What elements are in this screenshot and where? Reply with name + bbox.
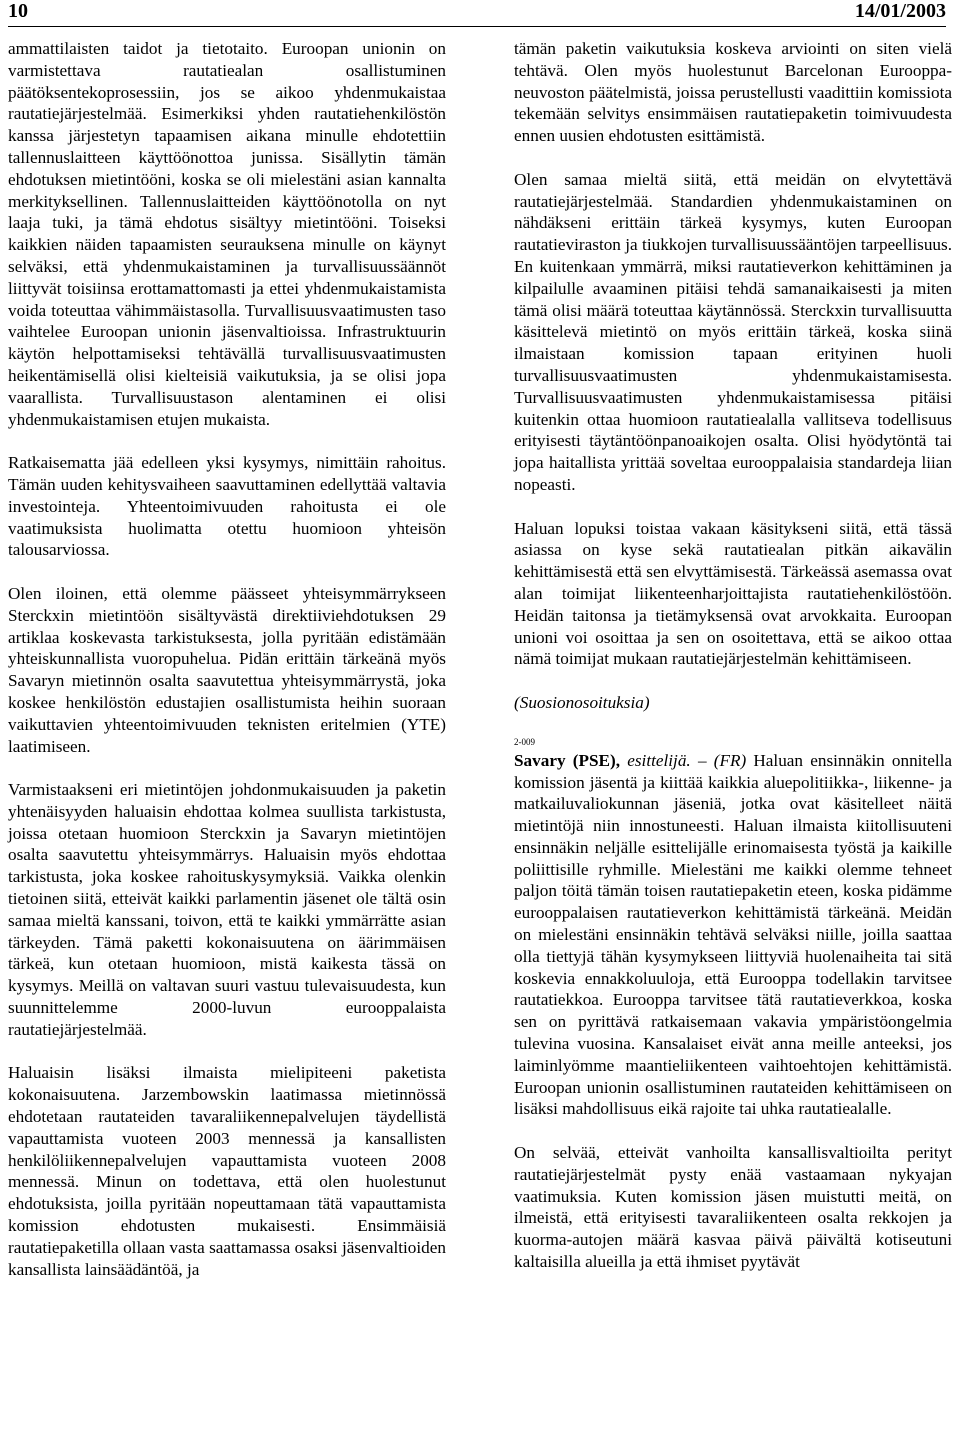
speaker-name: Savary (PSE),	[514, 750, 621, 770]
paragraph: Olen iloinen, että olemme päässeet yhteisymmärrykseen Sterckxin mietintöön sisältyvästä direktiiviehdotuksen 29 artiklaa koskevasta tarkistuksesta, jolla pyritään edistämään yhteiskunnallista vuoropuhelua. Pidän erittäin tärkeänä myös Savaryn mietinnön osalta saavutettua yhteisymmärrystä, joka koskee henkilöstön edustajien osallistumista heihin suoraan vaikuttavien yhteentoimivuuden teknisten eritelmien (YTE) laatimiseen.	[8, 583, 446, 756]
right-column	[514, 38, 952, 1273]
speaker-role: esittelijä.	[627, 750, 691, 770]
speaker-paragraph	[514, 750, 952, 1121]
document-date: 14/01/2003	[854, 0, 946, 22]
paragraph: tämän paketin vaikutuksia koskeva arviointi on siten vielä tehtävä. Olen myös huolestunut Barcelonan Eurooppa-neuvoston päätelmistä, joissa perustellusti vaadittiin komissiota tekemään selvitys ensimmäisen rautatiepaketin toimivuudesta ennen uusien ehdotusten esittämistä.	[514, 39, 952, 146]
paragraph: ammattilaisten taidot ja tietotaito. Euroopan unionin on varmistettava rautatiealan osallistuminen päätöksentekoprosessiin, jos se aikoo yhdenmukaistaa rautatiejärjestelmää. Esimerkiksi yhden rautatiehenkilöstön kanssa järjestetyn tapaamisen aikana minulle ehdotettiin tallennuslaitteen käyttöönottoa junissa. Sisällytin tämän ehdotuksen mietintööni, koska se oli mielestäni asian kannalta merkityksellinen. Tallennuslaitteiden käyttöönotolla on nyt laaja tuki, ja tämä ehdotus sisältyy mietintööni. Toiseksi kaikkien näiden tapaamisten seurauksena minulle on käynyt selväksi, että yhdenmukaistaminen ja turvallisuussäännöt liittyvät toisiinsa erottamattomasti ja ettei yhdenmukaistamista voida toteuttaa vähimmäistasolla. Turvallisuusvaatimusten taso vaihtelee Euroopan unionin jäsenvaltioissa. Infrastruktuurin käytön helpottamiseksi tehtävällä turvallisuusvaatimusten heikentämisellä olisi kielteisiä vaikutuksia, ja se olisi jopa vaarallista. Turvallisuustason alentaminen ei olisi yhdenmukaistamisen etujen mukaista.	[8, 39, 446, 429]
left-column	[8, 38, 446, 1280]
page-number: 10	[8, 0, 28, 22]
paragraph: Haluan lopuksi toistaa vakaan käsitykseni siitä, että tässä asiassa on kyse sekä rautatiealan pitkän aikavälin kehittämisestä että sen elvyttämisestä. Tärkeässä asemassa ovat alan toimijat liikenteenharjoittajista rautatiehenkilöstöön. Heidän taitonsa ja tietämyksensä ovat arvokkaita. Euroopan unioni voi osoittaa ja sen on osoitettava, että se aikoo ottaa nämä toimijat mukaan rautatiejärjestelmän kehittämiseen.	[514, 518, 952, 669]
paragraph: Varmistaakseni eri mietintöjen johdonmukaisuuden ja paketin yhtenäisyyden haluaisin ehdottaa kolmea suullista tarkistusta, joissa otetaan huomioon Sterckxin ja Savaryn mietintöjen osalta saavutettu yhteisymmärrys. Haluaisin myös ehdottaa tarkistusta, joka koskee rahoituskysymyksiä. Vaikka olenkin tietoinen siitä, etteivät kaikki parlamentin jäsenet ole tältä osin samaa mieltä kanssani, toivon, että te kaikki ymmärrätte asian tärkeyden. Tämä paketti kokonaisuutena on äärimmäisen tärkeä, kun otetaan huomioon, mistä kaikesta tässä on kysymys. Meillä on valtavan suuri vastuu tulevaisuudesta, kun suunnittelemme 2000-luvun eurooppalaista rautatiejärjestelmää.	[8, 780, 446, 1039]
paragraph: Olen samaa mieltä siitä, että meidän on elvytettävä rautatiejärjestelmää. Standardien yhdenmukaistaminen on nähdäkseni erittäin tärkeä kysymys, kuten Euroopan rautatieviraston ja tiukkojen turvallisuussääntöjen tarpeellisuus. En kuitenkaan ymmärrä, miksi rautatieverkon kehittäminen ja kilpailulle avaaminen pitäisi tehdä samanaikaisesti ja miten tämä olisi määrä toteuttaa käytännössä. Sterckxin turvallisuutta käsittelevä mietintö on myös erittäin tärkeä, koska siinä ilmaistaan komission tapaan erityinen huoli turvallisuusvaatimusten yhdenmukaistamisesta. Turvallisuusvaatimusten yhdenmukaistamisessa pitäisi kuitenkin ottaa huomioon rautatiealalla vallitseva todellisuus erityisesti täytäntöönpanoaikojen osalta. Olisi hyödytöntä tai jopa haitallista yrittää soveltaa eurooppalaisia standardeja liian nopeasti.	[514, 169, 952, 494]
header-rule	[8, 26, 946, 27]
item-code: 2-009	[514, 736, 535, 747]
applause-note: (Suosionosoituksia)	[514, 692, 650, 712]
paragraph: Haluaisin lisäksi ilmaista mielipiteeni paketista kokonaisuutena. Jarzembowskin laatimassa mietinnössä ehdotetaan rautateiden tavaraliikennepalvelujen täydellistä vapauttamista vuoteen 2003 mennessä ja kansallisten henkilöliikennepalvelujen vapauttamista vuoteen 2008 mennessä. Minun on todettava, että olen huolestunut ehdotuksista, joilla pyritään nopeuttamaan tätä vapauttamista komission ehdotusten mukaisesti. Ensimmäisiä rautatiepaketilla ollaan vasta saattamassa osaksi jäsenvaltioiden kansallista lainsäädäntöä, ja	[8, 1063, 446, 1279]
speaker-text: Haluan ensinnäkin onnitella komission jäsentä ja kiittää kaikkia aluepolitiikka-, liikenne- ja matkailuvaliokunnan jäseniä, jotka ovat käsitelleet näitä mietintöjä niin innostuneesti. Haluan ilmaista kiitollisuuteni ensinnäkin neljälle esittelijälle erinomaisesta työstä ja kaikille poliittisille ryhmille. Mielestäni me kaikki olemme tehneet paljon töitä tämän toisen rautatiepaketin eteen, koska pidämme eurooppalaisen rautatieverkon kehittämistä tärkeänä. Meidän on mielestäni ensinnäkin tehtävä selväksi niille, joilla saattaa olla tiettyjä tähän kysymykseen liittyviä huolenaiheita tai sitä koskevia ennakkoluuloja, että Eurooppa todellakin tarvitsee rautatiekkoa. Eurooppa tarvitsee tätä rautatieverkkoa, koska sen on pyrittävä ratkaisemaan vakavia ympäristöongelmia tulevina vuosina. Kansalaiset eivät anna meille anteeksi, jos laiminlyömme maantieliikenteen vaihtoehtojen kehittämistä. Euroopan unionin osallistuminen rautateiden kehittämiseen on lisäksi mahdollisuus eikä rajoite tai uhka rautatiealalle.	[514, 750, 953, 1119]
paragraph: Ratkaisematta jää edelleen yksi kysymys, nimittäin rahoitus. Tämän uuden kehitysvaiheen saavuttaminen edellyttää valtavia investointeja. Yhteentoimivuuden rahoitusta ei ole vaatimuksista huolimatta otettu huomioon yhteisön talousarviossa.	[8, 453, 446, 560]
speaker-language: – (FR)	[697, 750, 747, 770]
paragraph: On selvää, etteivät vanhoilta kansallisvaltioilta perityt rautatiejärjestelmät pysty enää vastaamaan nykyajan vaatimuksia. Kuten komission jäsen muistutti meitä, on ilmeistä, että erityisesti tavaraliikenteen osalta rekkojen ja kuorma-autojen määrä kasvaa päivä päivältä kotiseutuni kaltaisilla alueilla ja että ihmiset pyytävät	[514, 1143, 952, 1272]
